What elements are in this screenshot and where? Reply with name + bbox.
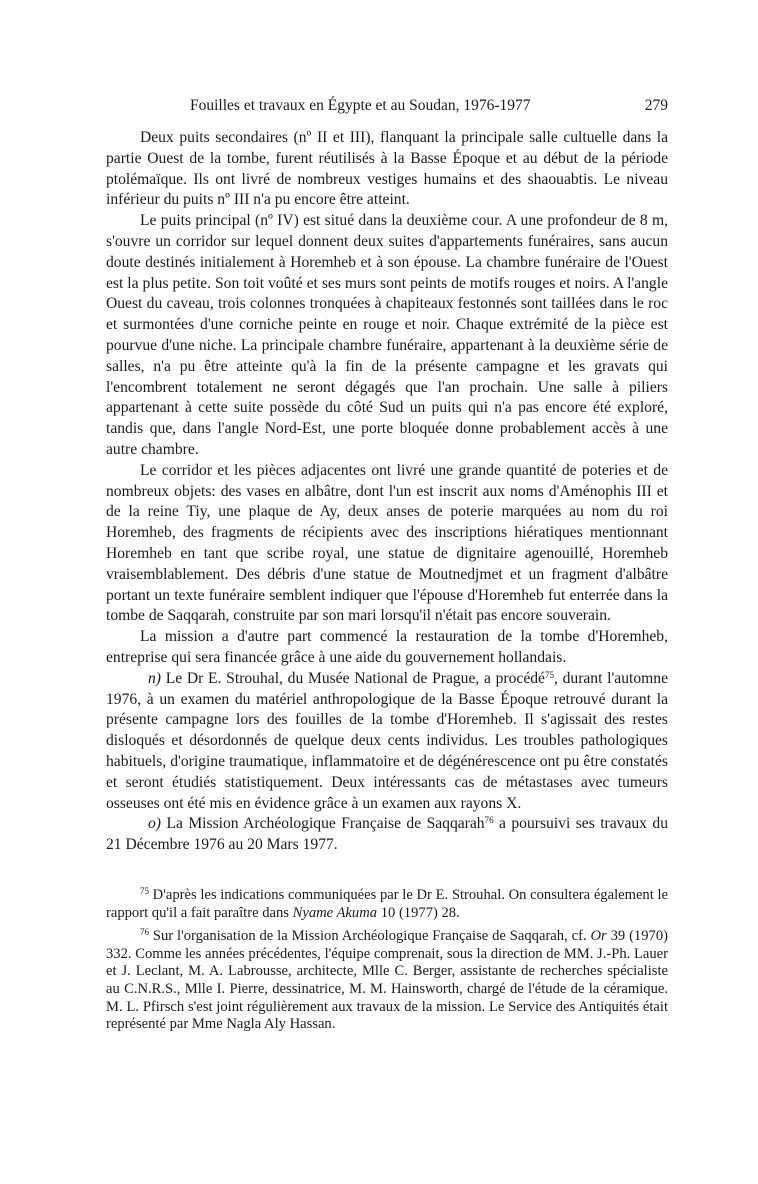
list-marker-n: n) bbox=[148, 669, 161, 687]
body-text bbox=[106, 128, 668, 856]
running-title: Fouilles et travaux en Égypte et au Soudan, 1976-1977 bbox=[190, 97, 531, 114]
paragraph-finds: Le corridor et les pièces adjacentes ont livré une grande quantité de poteries et de nombreux objets: des vases en albâtre, dont l'un est inscrit aux noms d'Aménophis III et de la reine Tiy, une plaque de Ay, deux anses de poterie marquées au nom du roi Horemheb, des fragments de récipients avec des inscriptions hiératiques mentionnant Horemheb en tant que scribe royal, une statue de dignitaire agenouillé, Horemheb vraisemblablement. Des débris d'une statue de Moutnedjmet et un fragment d'albâtre portant un texte funéraire semblent indiquer que l'épouse d'Horemheb fut enterrée dans la tombe de Saqqarah, construite par son mari lorsqu'il n'était pas encore souverain. bbox=[106, 461, 668, 625]
footnote-text: D'après les indications communiquées par le Dr E. Strouhal. On consultera également le rapport qu'il a fait paraître dans bbox=[106, 887, 668, 921]
paragraph-main-well: Le puits principal (nº IV) est situé dans la deuxième cour. A une profondeur de 8 m, s'ouvre un corridor sur lequel donnent deux suites d'appartements funéraires, sans aucun doute destinés initialement à Horemheb et à son épouse. La chambre funéraire de l'Ouest est la plus petite. Son toit voûté et ses murs sont peints de motifs rouges et noirs. A l'angle Ouest du caveau, trois colonnes tronquées à chapiteaux festonnés sont taillées dans le roc et surmontées d'une corniche peinte en rouge et noir. Chaque extrémité de la pièce est pourvue d'une niche. La principale chambre funéraire, appartenant à la deuxième série de salles, n'a pu être atteinte qu'à la fin de la présente campagne et les gravats qui l'encombrent totalement ne seront dégagés que l'an prochain. Une salle à piliers appartenant à cette suite possède du côté Sud un puits qui n'a pas encore été exploré, tandis que, dans l'angle Nord-Est, une porte bloquée donne probablement accès à une autre chambre. bbox=[106, 212, 668, 458]
footnotes bbox=[106, 887, 668, 1040]
page-number: 279 bbox=[644, 97, 668, 114]
paragraph-saqqarah-mission bbox=[106, 814, 668, 856]
journal-title: Or bbox=[590, 928, 607, 945]
footnote-75 bbox=[106, 887, 668, 922]
footnote-number: 75 bbox=[140, 886, 149, 896]
footnote-ref-75: 75 bbox=[544, 669, 554, 680]
paragraph-text: a poursuivi ses travaux du 21 Décembre 1976 au 20 Mars 1977. bbox=[106, 815, 668, 854]
paragraph-text: Le Dr E. Strouhal, du Musée National de Prague, a procédé bbox=[165, 669, 545, 687]
footnote-text: Sur l'organisation de la Mission Archéologique Française de Saqqarah, cf. bbox=[149, 928, 591, 945]
paragraph-anthropology bbox=[106, 669, 668, 815]
paragraph-text: La Mission Archéologique Française de Saqqarah bbox=[166, 815, 485, 833]
list-marker-o: o) bbox=[148, 815, 161, 833]
paragraph-restoration: La mission a d'autre part commencé la restauration de la tombe d'Horemheb, entreprise qui sera financée grâce à une aide du gouvernement hollandais. bbox=[106, 628, 668, 666]
footnote-76 bbox=[106, 928, 668, 1034]
journal-title: Nyame Akuma bbox=[292, 904, 378, 921]
footnote-number: 76 bbox=[140, 927, 149, 938]
paragraph-secondary-wells: Deux puits secondaires (nº II et III), flanquant la principale salle cultuelle dans la partie Ouest de la tombe, furent réutilisés à la Basse Époque et au début de la période ptolémaïque. Ils ont livré de nombreux vestiges humains et des shaouabtis. Le niveau inférieur du puits nº III n'a pu encore être atteint. bbox=[106, 129, 668, 209]
footnote-text: 10 (1977) 28. bbox=[377, 904, 460, 921]
paragraph-text: , durant l'automne 1976, à un examen du matériel anthropologique de la Basse Époque retrouvé durant la présente campagne lors des fouilles de la tombe d'Horemheb. Il s'agissait des restes disloqués et désordonnés de quelque deux cents individus. Les troubles pathologiques habituels, d'origine traumatique, inflammatoire et de dégénérescence ont pu être constatés et seront étudiés statistiquement. Deux intéressants cas de métastases avec tumeurs osseuses ont été mis en évidence grâce à un examen aux rayons X. bbox=[106, 669, 668, 812]
footnote-ref-76: 76 bbox=[484, 815, 494, 826]
footnote-text: 39 (1970) 332. Comme les années précédentes, l'équipe comprenait, sous la direction de MM. J.-Ph. Lauer et J. Leclant, M. A. Labrousse, architecte, Mlle C. Berger, assistante de recherches spécialiste au C.N.R.S., Mlle I. Pierre, dessinatrice, M. M. Hainsworth, chargé de l'étude de la céramique. M. L. Pfirsch s'est joint régulièrement aux travaux de la mission. Le Service des Antiquités était représenté par Mme Nagla Aly Hassan. bbox=[106, 928, 668, 1033]
